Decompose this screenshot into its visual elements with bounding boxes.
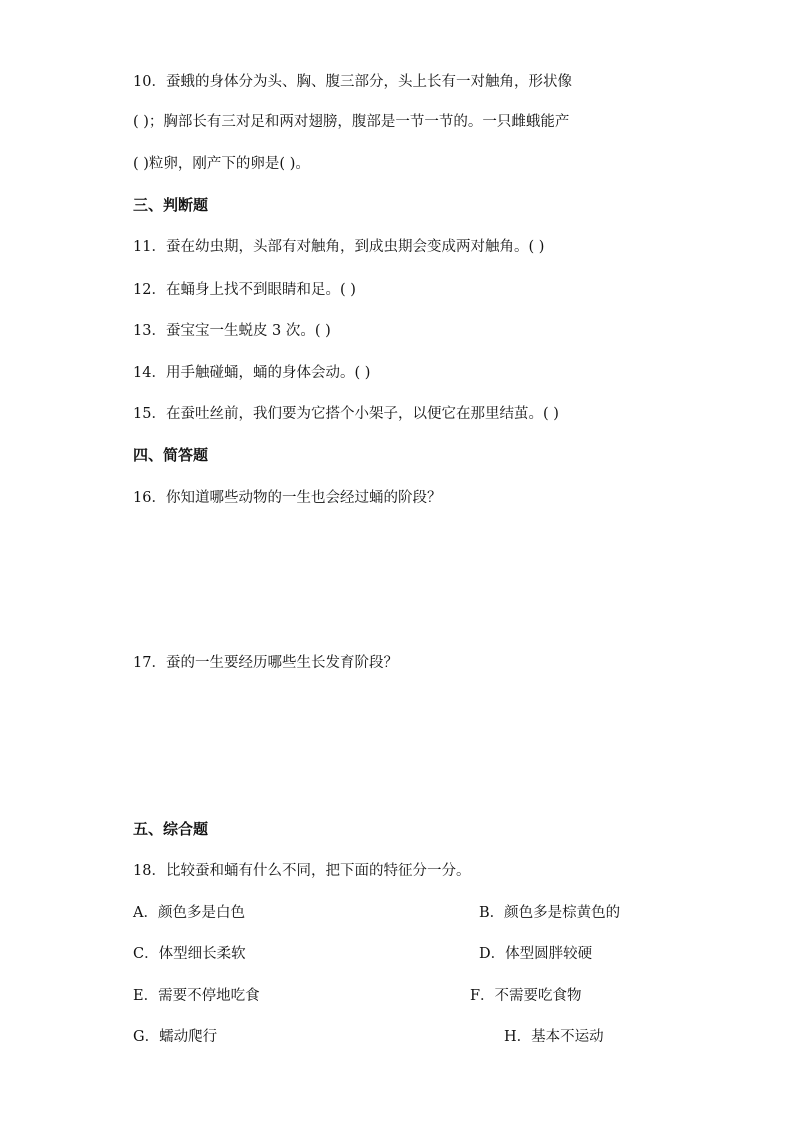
option-g: G．蠕动爬行 [133, 1029, 218, 1045]
q10-line-1: 10．蚕蛾的身体分为头、胸、腹三部分，头上长有一对触角，形状像 [133, 74, 572, 90]
question-14: 14．用手触碰蛹，蛹的身体会动。( ) [133, 365, 371, 381]
option-h: H．基本不运动 [504, 1029, 604, 1045]
option-a: A．颜色多是白色 [133, 905, 245, 921]
option-f: F．不需要吃食物 [470, 988, 582, 1004]
question-18-stem: 18．比较蚕和蛹有什么不同，把下面的特征分一分。 [133, 863, 471, 879]
question-12: 12．在蛹身上找不到眼睛和足。( ) [133, 282, 356, 298]
question-17: 17．蚕的一生要经历哪些生长发育阶段？ [133, 655, 398, 671]
section-5-heading: 五、综合题 [133, 820, 209, 838]
question-13: 13．蚕宝宝一生蜕皮 3 次。( ) [133, 323, 331, 339]
q10-line-3: ( )粒卵，刚产下的卵是( )。 [133, 156, 310, 172]
question-11: 11．蚕在幼虫期，头部有对触角，到成虫期会变成两对触角。( ) [133, 239, 545, 255]
option-c: C．体型细长柔软 [133, 946, 246, 962]
section-3-heading: 三、判断题 [133, 196, 209, 214]
q10-line-2: ( )；胸部长有三对足和两对翅膀，腹部是一节一节的。一只雌蛾能产 [133, 114, 570, 130]
option-d: D．体型圆胖较硬 [479, 946, 593, 962]
option-b: B．颜色多是棕黄色的 [479, 905, 621, 921]
option-e: E．需要不停地吃食 [133, 988, 260, 1004]
section-4-heading: 四、简答题 [133, 446, 209, 464]
question-16: 16．你知道哪些动物的一生也会经过蛹的阶段？ [133, 490, 442, 506]
question-15: 15．在蚕吐丝前，我们要为它搭个小架子，以便它在那里结茧。( ) [133, 406, 559, 422]
